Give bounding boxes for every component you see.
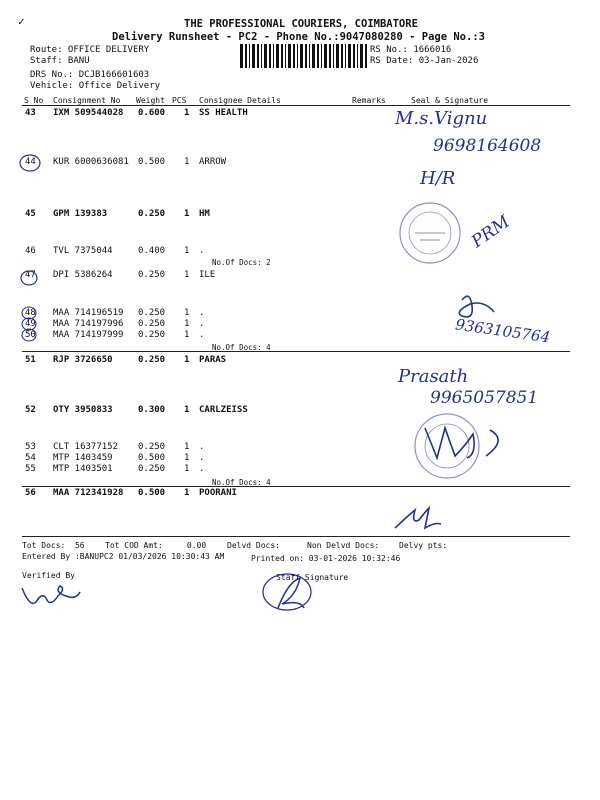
row-consignment-no: MAA 712341928 (53, 488, 124, 498)
receiver-phone-handwritten: 9698164608 (433, 136, 542, 156)
row-consignee: . (199, 330, 205, 340)
row-serial: 55 (25, 464, 36, 474)
row-pcs: 1 (184, 209, 190, 219)
row-serial: 56 (25, 488, 36, 498)
verified-signature-scribble (22, 586, 80, 603)
row-pcs: 1 (184, 453, 190, 463)
row-consignment-no: MTP 1403459 (53, 453, 113, 463)
no-of-docs-note: No.Of Docs: 4 (212, 343, 271, 352)
col-remarks: Remarks (352, 96, 386, 105)
row-pcs: 1 (184, 355, 190, 365)
row-consignee: ILE (199, 270, 216, 280)
row-consignment-no: IXM 509544028 (53, 108, 124, 118)
row-consignment-no: GPM 139383 (53, 209, 108, 219)
non-delivered-docs: Non Delvd Docs: (307, 541, 380, 550)
row-weight: 0.250 (138, 319, 166, 329)
footer-divider (22, 536, 570, 537)
row-weight: 0.250 (138, 270, 166, 280)
row-pcs: 1 (184, 330, 190, 340)
row-pcs: 1 (184, 246, 190, 256)
row-consignee: SS HEALTH (199, 108, 248, 118)
row-consignee: POORANI (199, 488, 237, 498)
signature-scribble (425, 428, 498, 458)
row-serial: 45 (25, 209, 36, 219)
row-consignee: . (199, 308, 205, 318)
col-sno: S No (24, 96, 44, 105)
row-serial: 50 (25, 330, 36, 340)
row-consignment-no: MAA 714196519 (53, 308, 124, 318)
row-weight: 0.250 (138, 442, 166, 452)
row-serial: 46 (25, 246, 36, 256)
receiver-name-handwritten: Prasath (398, 366, 469, 387)
row-weight: 0.600 (138, 108, 166, 118)
route-label: Route: OFFICE DELIVERY (30, 45, 150, 55)
runsheet-title: Delivery Runsheet - PC2 - Phone No.:9047080280 - Page No.:3 (112, 31, 485, 43)
row-weight: 0.500 (138, 453, 166, 463)
row-serial: 49 (25, 319, 36, 329)
row-consignee: . (199, 442, 205, 452)
row-pcs: 1 (184, 405, 190, 415)
col-weight: Weight (136, 96, 165, 105)
row-consignee: . (199, 464, 205, 474)
row-consignment-no: MAA 714197999 (53, 330, 124, 340)
row-weight: 0.400 (138, 246, 166, 256)
row-pcs: 1 (184, 319, 190, 329)
row-pcs: 1 (184, 108, 190, 118)
rs-number: RS No.: 1666016 (370, 45, 452, 55)
printed-on: Printed on: 03-01-2026 10:32:46 (251, 554, 401, 563)
row-consignment-no: MTP 1403501 (53, 464, 113, 474)
row-serial: 52 (25, 405, 36, 415)
row-weight: 0.250 (138, 209, 166, 219)
seal-stamp-icon (415, 414, 479, 478)
row-consignee: . (199, 319, 205, 329)
row-pcs: 1 (184, 464, 190, 474)
row-serial: 44 (25, 157, 36, 167)
delivered-docs: Delvd Docs: (227, 541, 280, 550)
row-pcs: 1 (184, 308, 190, 318)
row-weight: 0.300 (138, 405, 166, 415)
row-consignee: ARROW (199, 157, 227, 167)
col-consignee: Consignee Details (199, 96, 281, 105)
row-consignment-no: DPI 5386264 (53, 270, 113, 280)
no-of-docs-note: No.Of Docs: 2 (212, 258, 271, 267)
row-consignee: HM (199, 209, 210, 219)
receiver-name-handwritten: M.s.Vignu (395, 108, 488, 129)
row-weight: 0.250 (138, 355, 166, 365)
row-consignment-no: RJP 3726650 (53, 355, 113, 365)
row-serial: 54 (25, 453, 36, 463)
check-mark-icon: ✓ (18, 15, 25, 28)
company-name: THE PROFESSIONAL COURIERS, COIMBATORE (184, 18, 418, 30)
handwritten-note: H/R (420, 168, 456, 189)
vehicle-label: Vehicle: Office Delivery (30, 81, 161, 91)
row-serial: 51 (25, 355, 36, 365)
total-cod-amount: Tot COD Amt: 0.00 (105, 541, 207, 550)
drs-number: DRS No.: DCJB166601603 (30, 70, 150, 80)
row-consignee: . (199, 246, 205, 256)
row-consignment-no: CLT 16377152 (53, 442, 119, 452)
verified-by-label: Verified By (22, 571, 75, 580)
row-pcs: 1 (184, 157, 190, 167)
row-weight: 0.500 (138, 488, 166, 498)
row-consignment-no: KUR 6000636081 (53, 157, 129, 167)
row-consignee: . (199, 453, 205, 463)
row-serial: 53 (25, 442, 36, 452)
receiver-phone-handwritten: 9965057851 (430, 388, 539, 408)
signature-scribble (395, 508, 441, 528)
total-docs: Tot Docs: 56 (22, 541, 85, 550)
staff-signature-label: Staff Signature (276, 573, 349, 582)
col-seal-signature: Seal & Signature (411, 96, 489, 105)
row-weight: 0.500 (138, 157, 166, 167)
row-weight: 0.250 (138, 464, 166, 474)
row-serial: 43 (25, 108, 36, 118)
row-pcs: 1 (184, 442, 190, 452)
col-pcs: PCS (172, 96, 187, 105)
row-consignee: PARAS (199, 355, 227, 365)
no-of-docs-note: No.Of Docs: 4 (212, 478, 271, 487)
row-pcs: 1 (184, 270, 190, 280)
col-consignment: Consignment No (53, 96, 121, 105)
row-weight: 0.250 (138, 308, 166, 318)
row-serial: 48 (25, 308, 36, 318)
entered-by: Entered By :BANUPC2 01/03/2026 10:30:43 AM (22, 552, 225, 561)
receiver-sign-handwritten: PRM (468, 211, 514, 253)
row-consignment-no: OTY 3950833 (53, 405, 113, 415)
signature-scribble (459, 296, 494, 317)
row-serial: 47 (25, 270, 36, 280)
row-consignee: CARLZEISS (199, 405, 248, 415)
delivery-points: Delvy pts: (399, 541, 448, 550)
receiver-phone-handwritten: 9363105764 (454, 315, 552, 347)
staff-label: Staff: BANU (30, 56, 90, 66)
rs-date: RS Date: 03-Jan-2026 (370, 56, 479, 66)
row-pcs: 1 (184, 488, 190, 498)
row-weight: 0.250 (138, 330, 166, 340)
seal-stamp-icon (400, 203, 460, 263)
row-consignment-no: TVL 7375044 (53, 246, 113, 256)
row-consignment-no: MAA 714197996 (53, 319, 124, 329)
